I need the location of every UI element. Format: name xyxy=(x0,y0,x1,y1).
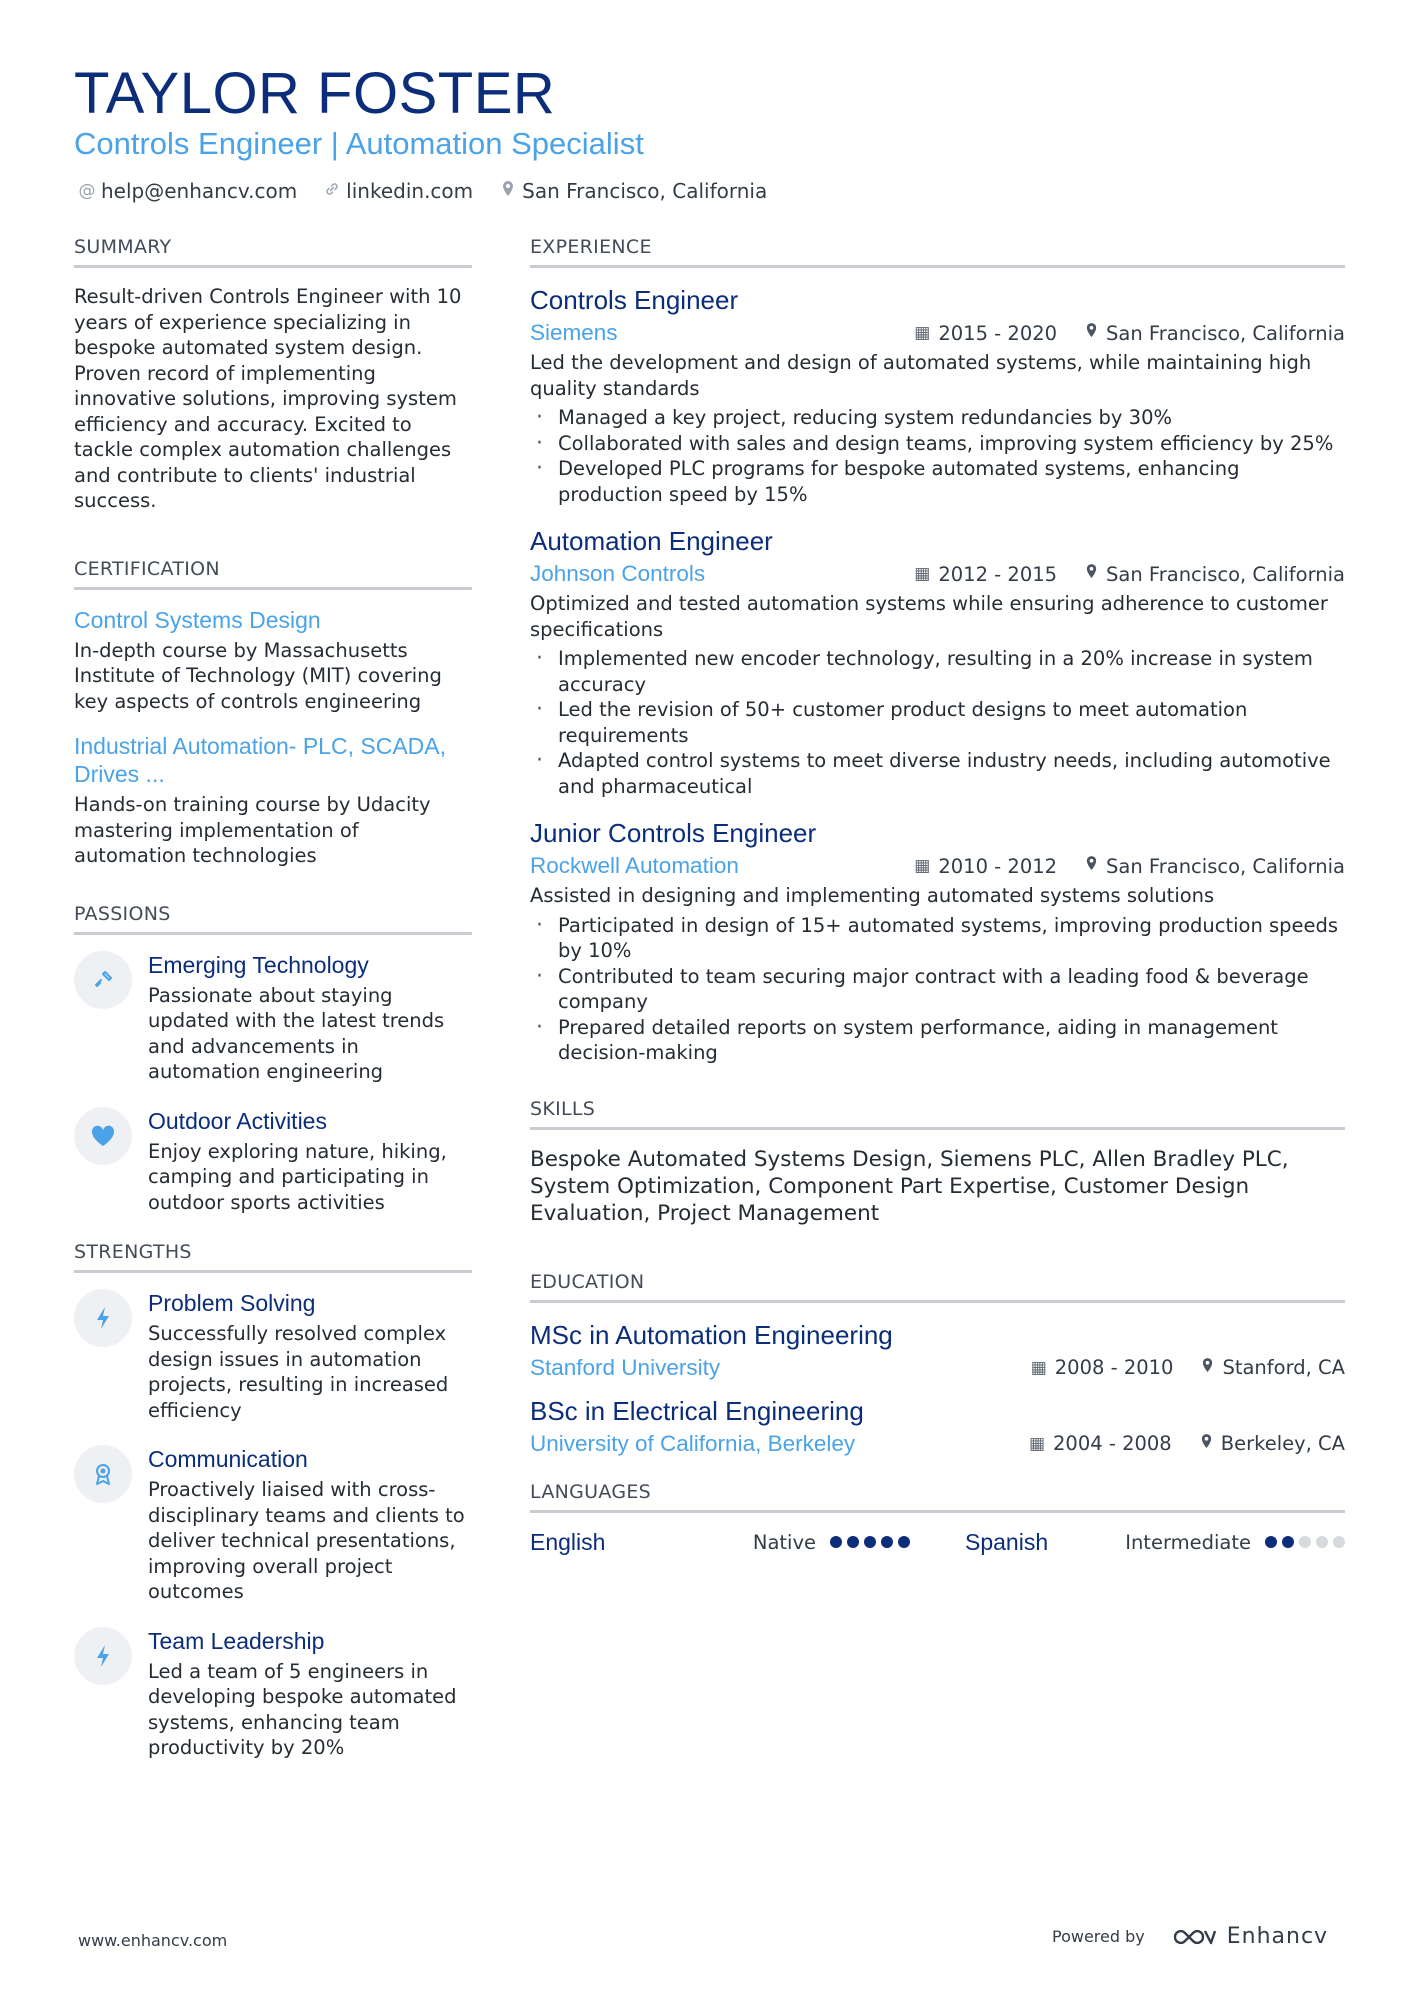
job-bullet: · Implemented new encoder technology, resulting in a 20% increase in system accuracy xyxy=(530,646,1345,697)
passion-name: Emerging Technology xyxy=(148,951,369,978)
job-meta xyxy=(530,853,1345,879)
job-title: Junior Controls Engineer xyxy=(530,818,817,848)
calendar-icon: ▦ xyxy=(1030,1357,1047,1378)
brand-logo[interactable] xyxy=(1171,1924,1328,1949)
job-location-text: San Francisco, California xyxy=(1106,321,1345,345)
job-dates-text: 2010 - 2012 xyxy=(938,854,1058,878)
calendar-icon: ▦ xyxy=(914,564,931,584)
bolt-icon xyxy=(74,1289,132,1347)
passion-desc: Passionate about staying updated with the latest trends and advancements in automation engineering xyxy=(148,983,445,1083)
experience-section xyxy=(530,236,1345,1066)
education-location xyxy=(1201,1356,1345,1379)
job-meta xyxy=(530,561,1345,587)
location-pin-icon xyxy=(1201,1357,1214,1379)
certification-item xyxy=(74,606,472,715)
school-name: University of California, Berkeley xyxy=(530,1430,856,1456)
rating-dot-filled xyxy=(847,1536,859,1548)
strength-name: Problem Solving xyxy=(148,1290,316,1316)
education-meta xyxy=(530,1355,1345,1381)
contact-location xyxy=(499,179,767,203)
summary-heading: SUMMARY xyxy=(74,236,472,268)
education-dates xyxy=(1031,1356,1174,1379)
heart-icon xyxy=(74,1107,132,1165)
education-location xyxy=(1200,1432,1345,1455)
strength-desc: Proactively liaised with cross-disciplinary teams and clients to deliver technical presentations, improving overall project outcomes xyxy=(148,1478,465,1603)
rating-dot-empty xyxy=(1299,1536,1311,1548)
job-bullet: · Contributed to team securing major contract with a leading food & beverage company xyxy=(530,964,1345,1015)
location-pin-icon xyxy=(1200,1433,1213,1455)
job-summary: Assisted in designing and implementing automated systems solutions xyxy=(530,884,1215,907)
school-name: Stanford University xyxy=(530,1354,721,1380)
location-pin-icon xyxy=(1085,855,1098,877)
job-bullet: · Managed a key project, reducing system redundancies by 30% xyxy=(530,405,1345,431)
education-heading: EDUCATION xyxy=(530,1271,1345,1303)
company-name: Johnson Controls xyxy=(530,561,706,586)
footer-branding xyxy=(1052,1924,1328,1949)
email-text: help@enhancv.com xyxy=(101,179,298,203)
education-location-text: Stanford, CA xyxy=(1222,1356,1345,1379)
job-bullet: · Prepared detailed reports on system performance, aiding in management decision-making xyxy=(530,1015,1345,1066)
education-entry xyxy=(530,1395,1345,1457)
contact-email[interactable] xyxy=(78,179,297,203)
certification-section xyxy=(74,558,472,869)
location-pin-icon xyxy=(499,180,517,203)
right-column xyxy=(530,236,1345,1556)
certification-item xyxy=(74,732,472,869)
summary-section xyxy=(74,236,472,514)
location-pin-icon xyxy=(1085,322,1098,344)
job-bullets xyxy=(530,646,1345,799)
job-bullet: · Developed PLC programs for bespoke automated systems, enhancing production speed by 15% xyxy=(530,456,1345,507)
enhancv-logo-icon xyxy=(1171,1925,1217,1949)
contact-row xyxy=(78,179,767,203)
language-name: English xyxy=(530,1528,606,1555)
passions-heading: PASSIONS xyxy=(74,903,472,935)
job-location xyxy=(1085,563,1345,586)
languages-row xyxy=(530,1529,1345,1556)
language-rating xyxy=(1265,1536,1345,1548)
job-bullet: · Participated in design of 15+ automated systems, improving production speeds by 10% xyxy=(530,913,1345,964)
education-meta xyxy=(530,1431,1345,1457)
language-item xyxy=(965,1529,1345,1556)
language-item xyxy=(530,1529,910,1556)
job-dates-text: 2015 - 2020 xyxy=(938,321,1058,345)
rating-dot-filled xyxy=(898,1536,910,1548)
satellite-icon xyxy=(74,951,132,1009)
certification-desc: Hands-on training course by Udacity mastering implementation of automation technologies xyxy=(74,793,431,867)
job-location-text: San Francisco, California xyxy=(1106,562,1345,586)
education-entry xyxy=(530,1319,1345,1381)
company-name: Siemens xyxy=(530,320,618,345)
location-pin-icon xyxy=(1085,563,1098,585)
certification-heading: CERTIFICATION xyxy=(74,558,472,590)
passions-section xyxy=(74,903,472,1216)
location-text: San Francisco, California xyxy=(522,179,768,203)
job-title: Automation Engineer xyxy=(530,526,773,556)
linkedin-text: linkedin.com xyxy=(346,179,474,203)
strengths-heading: STRENGTHS xyxy=(74,1241,472,1273)
language-level: Native xyxy=(752,1530,816,1554)
education-dates-text: 2008 - 2010 xyxy=(1054,1356,1174,1379)
strength-item xyxy=(74,1445,472,1605)
bolt-icon xyxy=(74,1627,132,1685)
job-entry xyxy=(530,817,1345,1066)
education-location-text: Berkeley, CA xyxy=(1220,1432,1345,1455)
language-level: Intermediate xyxy=(1125,1530,1251,1554)
job-bullets xyxy=(530,405,1345,507)
left-column xyxy=(74,236,472,1783)
strength-name: Team Leadership xyxy=(148,1627,325,1654)
link-icon xyxy=(323,181,341,202)
job-dates xyxy=(914,563,1057,586)
job-location xyxy=(1085,322,1345,345)
rating-dot-filled xyxy=(1282,1536,1294,1548)
languages-heading: LANGUAGES xyxy=(530,1481,1345,1513)
skills-heading: SKILLS xyxy=(530,1098,1345,1130)
passion-name: Outdoor Activities xyxy=(148,1107,327,1134)
calendar-icon: ▦ xyxy=(914,323,931,343)
job-dates-text: 2012 - 2015 xyxy=(938,562,1058,586)
certification-desc: In-depth course by Massachusetts Institute of Technology (MIT) covering key aspects of controls engineering xyxy=(74,638,442,713)
job-bullets xyxy=(530,913,1345,1066)
job-bullet: · Led the revision of 50+ customer product designs to meet automation requirements xyxy=(530,697,1345,748)
award-icon xyxy=(74,1445,132,1503)
job-bullet: · Collaborated with sales and design teams, improving system efficiency by 25% xyxy=(530,431,1345,457)
brand-name: Enhancv xyxy=(1226,1924,1329,1949)
certification-name: Control Systems Design xyxy=(74,606,321,633)
education-dates-text: 2004 - 2008 xyxy=(1053,1432,1172,1455)
job-location-text: San Francisco, California xyxy=(1106,854,1345,878)
strength-desc: Led a team of 5 engineers in developing bespoke automated systems, enhancing team productivity by 20% xyxy=(148,1659,457,1759)
skills-section xyxy=(530,1098,1345,1227)
calendar-icon: ▦ xyxy=(1028,1433,1046,1454)
strengths-section xyxy=(74,1241,472,1761)
education-section xyxy=(530,1271,1345,1457)
job-bullet: · Adapted control systems to meet diverse industry needs, including automotive and pharmaceutical xyxy=(530,748,1345,799)
experience-heading: EXPERIENCE xyxy=(530,236,1345,268)
footer-website[interactable]: www.enhancv.com xyxy=(78,1931,228,1950)
job-summary: Optimized and tested automation systems while ensuring adherence to customer specifications xyxy=(530,592,1328,641)
degree-title: MSc in Automation Engineering xyxy=(530,1319,893,1350)
rating-dot-filled xyxy=(881,1536,893,1548)
rating-dot-empty xyxy=(1316,1536,1328,1548)
passion-item xyxy=(74,1107,472,1216)
strength-item xyxy=(74,1627,472,1761)
job-summary: Led the development and design of automated systems, while maintaining high quality standards xyxy=(530,351,1312,400)
at-icon: @ xyxy=(78,181,96,201)
rating-dot-filled xyxy=(830,1536,842,1548)
languages-section xyxy=(530,1481,1345,1556)
candidate-name: TAYLOR FOSTER xyxy=(74,61,556,126)
strength-item xyxy=(74,1289,472,1423)
job-title: Controls Engineer xyxy=(530,285,739,315)
skills-text: Bespoke Automated Systems Design, Siemens PLC, Allen Bradley PLC, System Optimization, Component Part Expertise, Customer Design Evaluation, Project Management xyxy=(530,1146,1289,1226)
job-dates xyxy=(914,855,1057,878)
job-dates xyxy=(914,322,1057,345)
summary-text: Result-driven Controls Engineer with 10 years of experience specializing in bespoke automated system design. Proven record of implementing innovative solutions, improving system efficiency and accuracy. Excited to tackle complex automation challenges and contribute to clients' industrial success. xyxy=(74,285,462,512)
passion-desc: Enjoy exploring nature, hiking, camping and participating in outdoor sports activities xyxy=(148,1139,447,1214)
job-location xyxy=(1085,855,1345,878)
rating-dot-filled xyxy=(864,1536,876,1548)
passion-item xyxy=(74,951,472,1085)
job-entry xyxy=(530,525,1345,799)
strength-desc: Successfully resolved complex design issues in automation projects, resulting in increased efficiency xyxy=(148,1322,449,1422)
company-name: Rockwell Automation xyxy=(530,853,739,878)
rating-dot-filled xyxy=(1265,1536,1277,1548)
job-meta xyxy=(530,320,1345,346)
candidate-role: Controls Engineer | Automation Specialist xyxy=(74,126,644,161)
degree-title: BSc in Electrical Engineering xyxy=(530,1395,864,1426)
strength-name: Communication xyxy=(148,1446,308,1472)
contact-linkedin[interactable] xyxy=(323,179,473,203)
calendar-icon: ▦ xyxy=(914,856,931,876)
certification-name: Industrial Automation- PLC, SCADA, Drives ... xyxy=(74,733,446,787)
job-entry xyxy=(530,284,1345,507)
rating-dot-empty xyxy=(1333,1536,1345,1548)
language-name: Spanish xyxy=(965,1528,1049,1555)
education-dates xyxy=(1029,1432,1172,1455)
language-rating xyxy=(830,1536,910,1548)
powered-by-text: Powered by xyxy=(1052,1927,1145,1946)
